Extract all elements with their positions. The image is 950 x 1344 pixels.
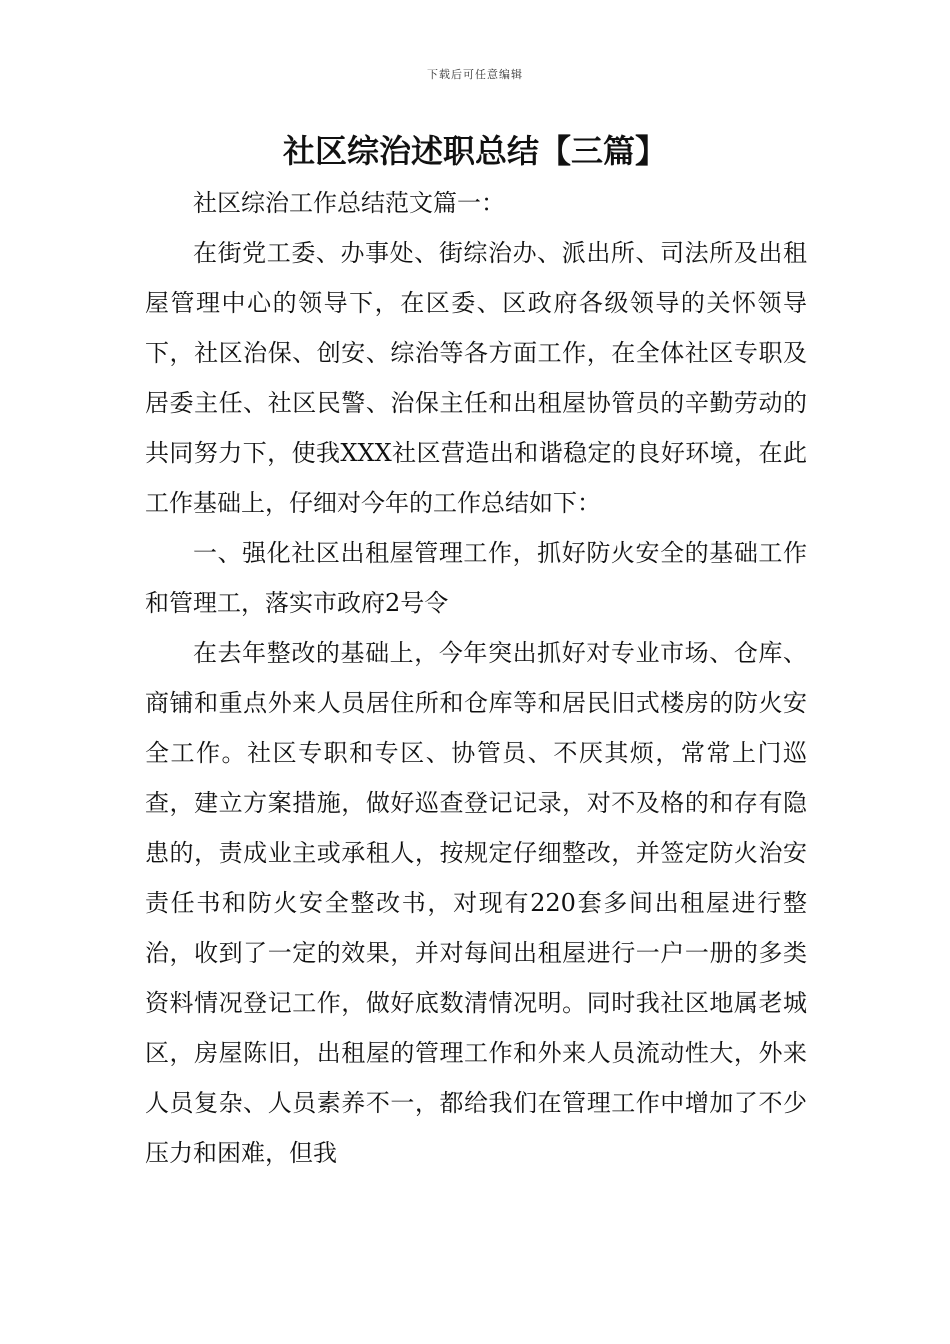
document-title: 社区综治述职总结【三篇】 (282, 132, 667, 170)
header-note: 下载后可任意编辑 (427, 68, 523, 81)
body-paragraph: 在街党工委、办事处、街综治办、派出所、司法所及出租屋管理中心的领导下，在区委、区政府各级领导的关怀领导下，社区治保、创安、综治等各方面工作，在全体社区专职及居委主任、社区民警、治保主任和出租屋协管员的辛勤劳动的共同努力下，使我XXX社区营造出和谐稳定的良好环境，在此工作基础上，仔细对今年的工作总结如下： (145, 239, 807, 517)
document-body (145, 178, 807, 1178)
body-paragraph: 在去年整改的基础上，今年突出抓好对专业市场、仓库、商铺和重点外来人员居住所和仓库等和居民旧式楼房的防火安全工作。社区专职和专区、协管员、不厌其烦，常常上门巡查，建立方案措施，做好巡查登记记录，对不及格的和存有隐患的，责成业主或承租人，按规定仔细整改，并签定防火治安责任书和防火安全整改书，对现有220套多间出租屋进行整治，收到了一定的效果，并对每间出租屋进行一户一册的多类资料情况登记工作，做好底数清情况明。同时我社区地属老城区，房屋陈旧，出租屋的管理工作和外来人员流动性大，外来人员复杂、人员素养不一，都给我们在管理工作中增加了不少压力和困难，但我 (145, 639, 807, 1167)
section-heading: 社区综治工作总结范文篇一： (193, 189, 505, 217)
body-paragraph: 一、强化社区出租屋管理工作，抓好防火安全的基础工作和管理工，落实市政府2号令 (145, 539, 807, 617)
